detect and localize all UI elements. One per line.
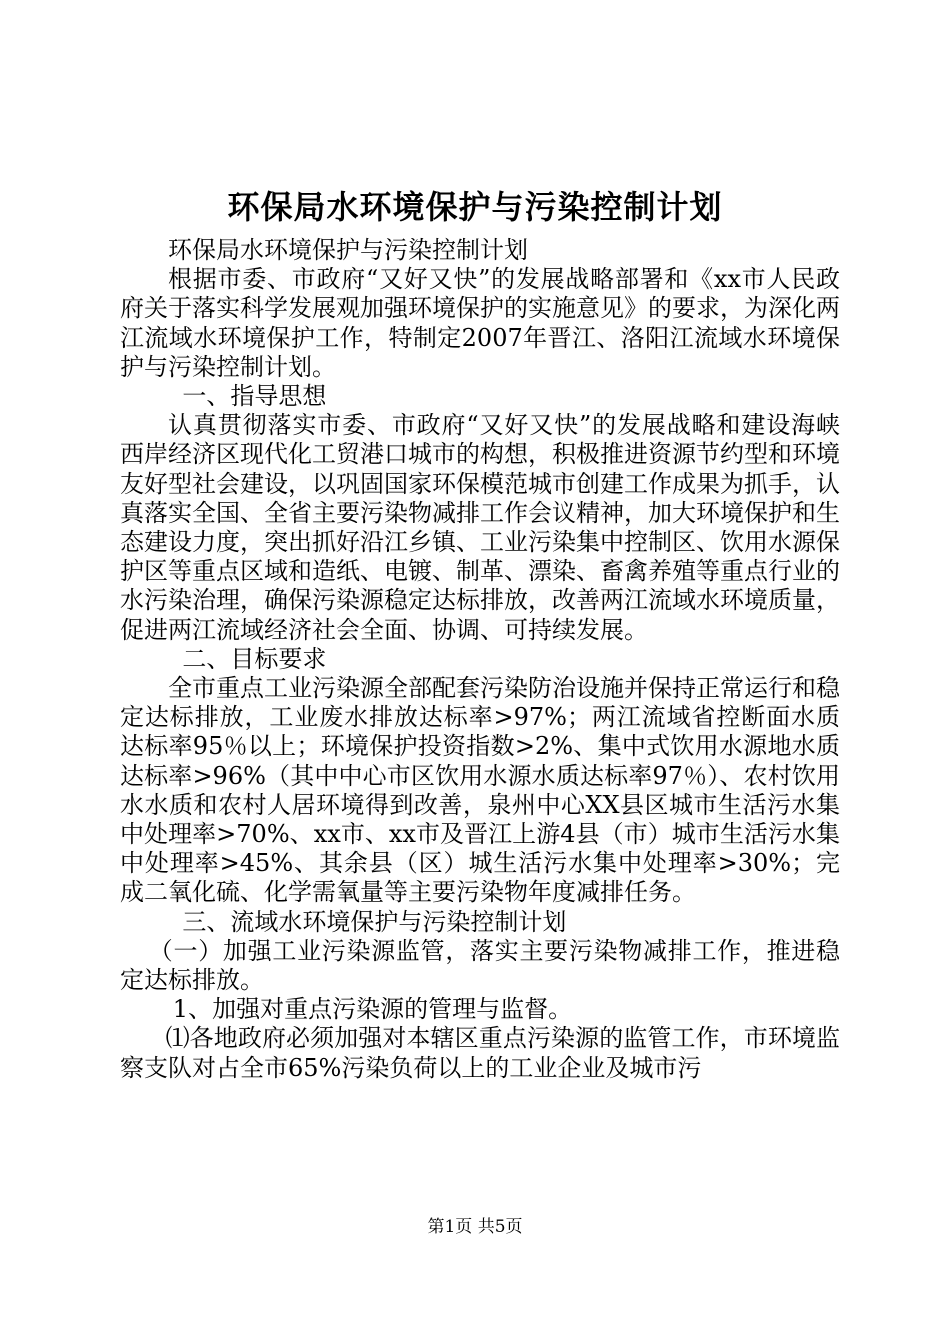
numbered-item: 1、加强对重点污染源的管理与监督。: [172, 995, 573, 1024]
paragraph: 根据市委、市政府“又好又快”的发展战略部署和《xx市人民政府关于落实科学发展观加强环境保护的实施意见》的要求，为深化两江流域水环境保护工作，特制定2007年晋江、洛阳江流域水环境保护与污染控制计划。: [120, 265, 840, 381]
document-body: [120, 236, 840, 1083]
clause-paragraph: ⑴各地政府必须加强对本辖区重点污染源的监管工作，市环境监察支队对占全市65%污染负荷以上的工业企业及城市污: [120, 1024, 840, 1082]
document-title: 环保局水环境保护与污染控制计划: [227, 188, 723, 226]
subsection-heading: （一）加强工业污染源监管，落实主要污染物减排工作，推进稳定达标排放。: [120, 936, 840, 995]
section-heading: 一、指导思想: [182, 382, 327, 411]
paragraph: 环保局水环境保护与污染控制计划: [168, 236, 528, 264]
section-heading: 三、流域水环境保护与污染控制计划: [182, 907, 567, 936]
paragraph: 全市重点工业污染源全部配套污染防治设施并保持正常运行和稳定达标排放，工业废水排放达标率>97%；两江流域省控断面水质达标率95％以上；环境保护投资指数>2%、集中式饮用水源地水质达标率>96%（其中中心市区饮用水源水质达标率97％）、农村饮用水水质和农村人居环境得到改善，泉州中心XX县区城市生活污水集中处理率>70%、xx市、xx市及晋江上游4县（市）城市生活污水集中处理率>45%、其余县（区）城生活污水集中处理率>30%；完成二氧化硫、化学需氧量等主要污染物年度减排任务。: [120, 674, 840, 907]
paragraph: 认真贯彻落实市委、市政府“又好又快”的发展战略和建设海峡西岸经济区现代化工贸港口城市的构想，积极推进资源节约型和环境友好型社会建设，以巩固国家环保模范城市创建工作成果为抓手，认真落实全国、全省主要污染物减排工作会议精神，加大环境保护和生态建设力度，突出抓好沿江乡镇、工业污染集中控制区、饮用水源保护区等重点区域和造纸、电镀、制革、漂染、畜禽养殖等重点行业的水污染治理，确保污染源稳定达标排放，改善两江流域水环境质量，促进两江流域经济社会全面、协调、可持续发展。: [120, 411, 840, 644]
section-heading: 二、目标要求: [182, 644, 327, 673]
page-footer: 第1页 共5页: [427, 1217, 523, 1237]
